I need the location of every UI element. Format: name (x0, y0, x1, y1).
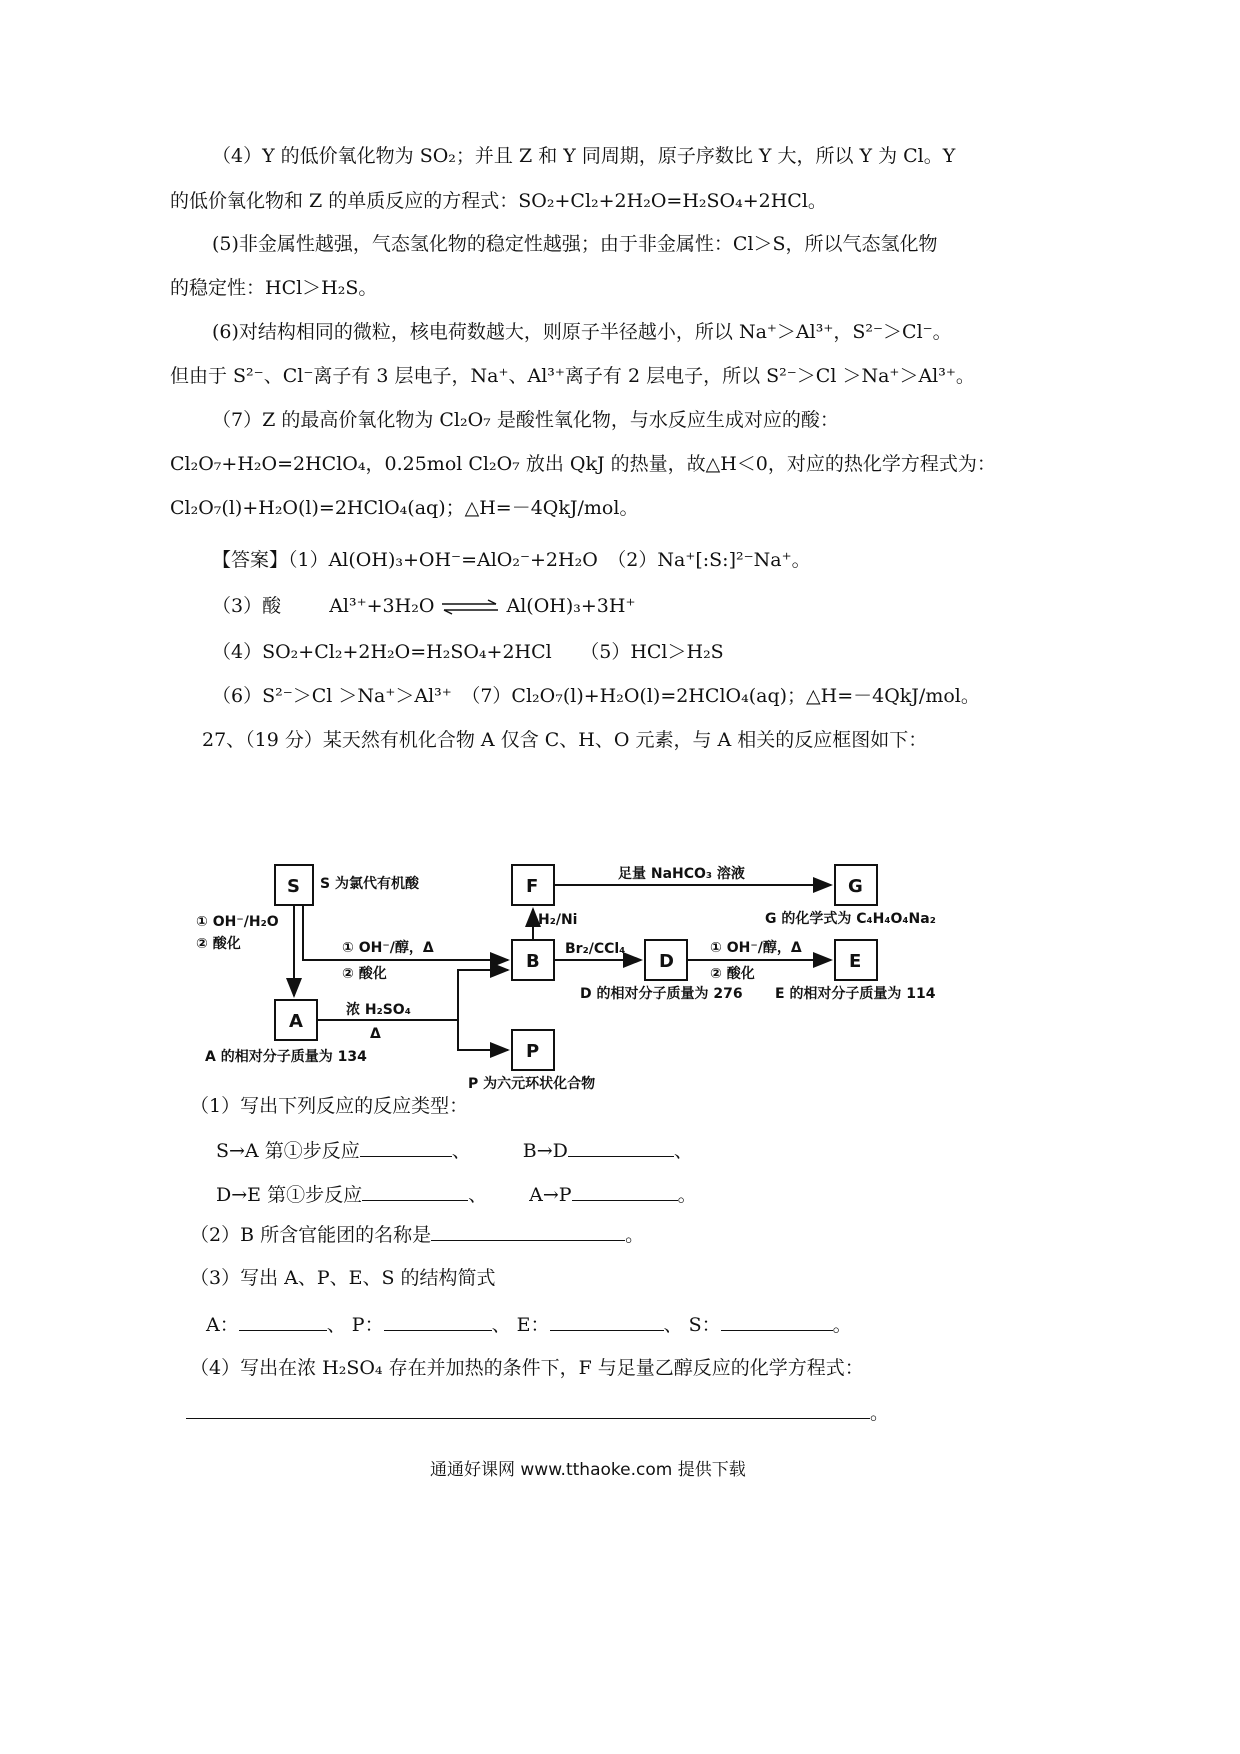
cond-sa-2: ② 酸化 (196, 936, 241, 952)
separator: 、 (468, 1184, 488, 1206)
note-e: E 的相对分子质量为 114 (775, 986, 936, 1002)
answer-key-6-7: （6）S²⁻＞Cl ＞Na⁺＞Al³⁺ （7）Cl₂O₇(l)+H₂O(l)=2HClO₄(aq)；△H=－4QkJ/mol。 (212, 685, 980, 707)
label-a: A (289, 1011, 303, 1032)
question-1d-label: A→P (529, 1184, 572, 1206)
answer-p7-line1: （7）Z 的最高价氧化物为 Cl₂O₇ 是酸性氧化物，与水反应生成对应的酸： (212, 409, 839, 431)
note-p: P 为六元环状化合物 (468, 1076, 596, 1092)
cond-de-1: ① OH⁻/醇，Δ (710, 940, 802, 956)
label-s: S (287, 876, 300, 897)
question-3: （3）写出 A、P、E、S 的结构简式 (190, 1267, 496, 1289)
arrow-a-to-b (458, 970, 508, 1020)
separator: 、 (663, 1314, 683, 1336)
separator: 、 (451, 1140, 471, 1162)
period: 。 (677, 1184, 697, 1206)
answer-blank-1c[interactable] (362, 1180, 468, 1201)
label-p: P (526, 1041, 540, 1062)
cond-fg: 足量 NaHCO₃ 溶液 (618, 866, 745, 882)
answer-blank-2[interactable] (431, 1220, 625, 1241)
question-1a-label: S→A 第①步反应 (216, 1140, 360, 1162)
label-b: B (526, 951, 540, 972)
answer-blank-3s[interactable] (721, 1310, 833, 1331)
note-a: A 的相对分子质量为 134 (205, 1049, 367, 1065)
answer-key-3 (212, 594, 636, 618)
answer-p5-line1: (5)非金属性越强，气态氢化物的稳定性越强；由于非金属性：Cl＞S，所以气态氢化物 (212, 233, 938, 255)
separator: 、 (491, 1314, 511, 1336)
question-1: （1）写出下列反应的反应类型： (190, 1095, 469, 1117)
period: 。 (870, 1402, 890, 1424)
answer-p4-line1: （4）Y 的低价氧化物为 SO₂；并且 Z 和 Y 同周期，原子序数比 Y 大，所以 Y 为 Cl。Y (212, 145, 956, 167)
answer-key-3-left: Al³⁺+3H₂O (329, 595, 435, 617)
question-2 (190, 1220, 644, 1247)
answer-blank-3e[interactable] (550, 1310, 664, 1331)
separator: 、 (673, 1140, 693, 1162)
label-f: F (526, 876, 539, 897)
cond-bd: Br₂/CCl₄ (565, 941, 626, 957)
question-2-label: （2）B 所含官能团的名称是 (190, 1224, 432, 1246)
label-g: G (848, 876, 863, 897)
answer-p6-line2: 但由于 S²⁻、Cl⁻离子有 3 层电子，Na⁺、Al³⁺离子有 2 层电子，所以 S²⁻＞Cl ＞Na⁺＞Al³⁺。 (170, 365, 975, 387)
answer-blank-1d[interactable] (572, 1180, 678, 1201)
arrow-a-to-p (458, 1020, 508, 1050)
period: 。 (832, 1314, 852, 1336)
page-footer: 通通好课网 www.tthaoke.com 提供下载 (430, 1460, 746, 1480)
cond-bf: H₂/Ni (538, 912, 578, 928)
question-1-row-1 (216, 1136, 693, 1163)
cond-sb-2: ② 酸化 (342, 966, 387, 982)
question-4: （4）写出在浓 H₂SO₄ 存在并加热的条件下，F 与足量乙醇反应的化学方程式： (190, 1357, 864, 1379)
label-e: E (849, 951, 862, 972)
cond-sa-1: ① OH⁻/H₂O (196, 914, 279, 930)
answer-key-3-label: （3）酸 (212, 595, 282, 617)
period: 。 (625, 1224, 645, 1246)
question-3-row (206, 1310, 852, 1337)
answer-blank-1b[interactable] (568, 1136, 674, 1157)
separator: 、 (326, 1314, 346, 1336)
note-s: S 为氯代有机酸 (320, 876, 419, 892)
question-3-s-label: S： (688, 1314, 721, 1336)
answer-key-4-5: （4）SO₂+Cl₂+2H₂O=H₂SO₄+2HCl （5）HCl＞H₂S (212, 641, 724, 663)
answer-blank-1a[interactable] (360, 1136, 452, 1157)
question-1c-label: D→E 第①步反应 (216, 1184, 363, 1206)
answer-p5-line2: 的稳定性：HCl＞H₂S。 (170, 277, 378, 299)
answer-p7-line2: Cl₂O₇+H₂O=2HClO₄，0.25mol Cl₂O₇ 放出 QkJ 的热量，故△H＜0，对应的热化学方程式为： (170, 453, 996, 475)
answer-key-1-2: 【答案】（1）Al(OH)₃+OH⁻=AlO₂⁻+2H₂O （2）Na⁺[:S:]²⁻Na⁺。 (212, 549, 811, 571)
question-27-intro: 27、（19 分）某天然有机化合物 A 仅含 C、H、O 元素，与 A 相关的反应框图如下： (202, 729, 928, 751)
answer-blank-3p[interactable] (384, 1310, 492, 1331)
answer-p6-line1: (6)对结构相同的微粒，核电荷数越大，则原子半径越小，所以 Na⁺＞Al³⁺，S²⁻＞Cl⁻。 (212, 321, 952, 343)
cond-ab-1: 浓 H₂SO₄ (346, 1002, 411, 1018)
label-d: D (659, 951, 674, 972)
note-d: D 的相对分子质量为 276 (580, 986, 743, 1002)
answer-key-3-right: Al(OH)₃+3H⁺ (506, 595, 636, 617)
question-1-row-2 (216, 1180, 697, 1207)
question-3-p-label: P： (351, 1314, 384, 1336)
note-g: G 的化学式为 C₄H₄O₄Na₂ (765, 911, 936, 927)
answer-blank-4[interactable] (186, 1398, 870, 1419)
answer-p7-line3: Cl₂O₇(l)+H₂O(l)=2HClO₄(aq)；△H=－4QkJ/mol。 (170, 497, 639, 519)
answer-p4-line2: 的低价氧化物和 Z 的单质反应的方程式：SO₂+Cl₂+2H₂O=H₂SO₄+2HCl。 (170, 190, 827, 212)
cond-sb-1: ① OH⁻/醇，Δ (342, 940, 434, 956)
cond-de-2: ② 酸化 (710, 966, 755, 982)
reaction-scheme-diagram (196, 860, 970, 1092)
answer-blank-3a[interactable] (239, 1310, 327, 1331)
question-4-answer-row (186, 1398, 889, 1425)
question-3-e-label: E： (516, 1314, 550, 1336)
question-1b-label: B→D (522, 1140, 568, 1162)
reversible-arrow-icon (440, 599, 500, 615)
question-3-a-label: A： (206, 1314, 239, 1336)
cond-ab-2: Δ (370, 1026, 381, 1042)
